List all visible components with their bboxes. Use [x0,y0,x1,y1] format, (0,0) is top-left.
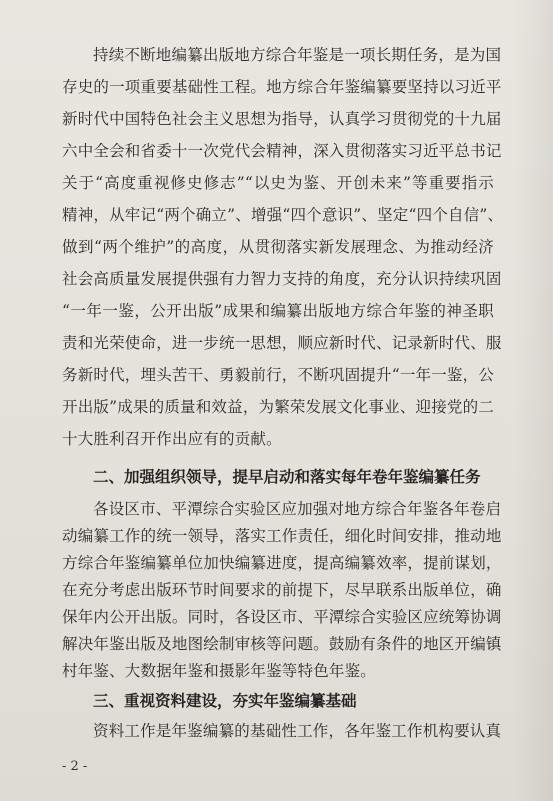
paragraph2-line-7: 村年鉴、大数据年鉴和摄影年鉴等特色年鉴。 [62,662,377,680]
page-number: - 2 - [62,759,88,774]
paragraph2-line-1: 各设区市、平潭综合实验区应加强对地方综合年鉴各年卷启 [93,500,502,518]
paragraph1-line-8: 社会高质量发展提供强有力智力支持的角度，充分认识持续巩固 [62,270,502,288]
paragraph2-line-3: 方综合年鉴编纂单位加快编纂进度，提高编纂效率，提前谋划， [62,554,502,572]
paragraph2-line-4: 在充分考虑出版环节时间要求的前提下，尽早联系出版单位，确 [62,581,502,599]
paragraph2-line-5: 保年内公开出版。同时，各设区市、平潭综合实验区应统筹协调 [62,608,502,626]
section-heading-2: 二、加强组织领导，提早启动和落实每年卷年鉴编纂任务 [93,468,481,486]
paragraph1-line-5: 关于“高度重视修史修志”“以史为鉴、开创未来”等重要指示 [62,174,494,192]
paragraph1-line-1: 持续不断地编纂出版地方综合年鉴是一项长期任务，是为国 [93,46,502,64]
paragraph1-line-11: 务新时代，埋头苦干、勇毅前行，不断巩固提升“一年一鉴，公 [62,366,495,384]
section-heading-3: 三、重视资料建设，夯实年鉴编纂基础 [93,692,357,710]
paragraph1-line-9: “一年一鉴，公开出版”成果和编纂出版地方综合年鉴的神圣职 [62,302,494,320]
paragraph1-line-10: 责和光荣使命，进一步统一思想，顺应新时代、记录新时代、服 [62,334,502,352]
paragraph1-line-13: 十大胜利召开作出应有的贡献。 [62,430,282,448]
paragraph1-line-7: 做到“两个维护”的高度，从贯彻落实新发展理念、为推动经济 [62,238,494,256]
paragraph1-line-2: 存史的一项重要基础性工程。地方综合年鉴编纂要坚持以习近平 [62,78,502,96]
paragraph2-line-6: 解决年鉴出版及地图绘制审核等问题。鼓励有条件的地区开编镇 [62,635,502,653]
paragraph1-line-6: 精神，从牢记“两个确立”、增强“四个意识”、坚定“四个自信”、 [62,206,504,224]
paragraph1-line-3: 新时代中国特色社会主义思想为指导，认真学习贯彻党的十九届 [62,110,502,128]
paragraph1-line-4: 六中全会和省委十一次党代会精神，深入贯彻落实习近平总书记 [62,142,502,160]
paragraph1-line-12: 开出版”成果的质量和效益，为繁荣发展文化事业、迎接党的二 [62,398,495,416]
paragraph2-line-2: 动编纂工作的统一领导，落实工作责任，细化时间安排，推动地 [62,527,502,545]
paragraph3-line-1: 资料工作是年鉴编纂的基础性工作，各年鉴工作机构要认真 [93,722,502,740]
